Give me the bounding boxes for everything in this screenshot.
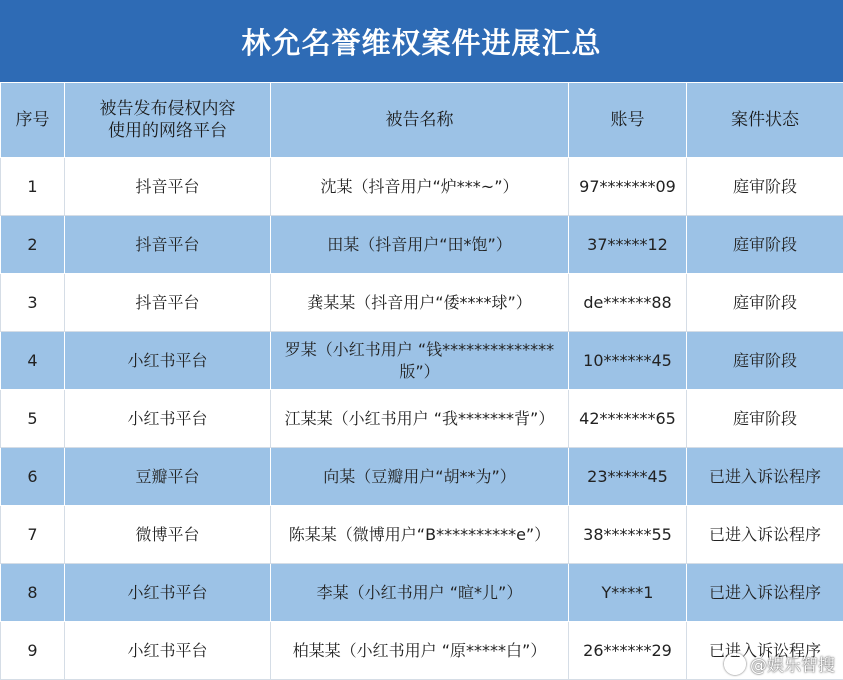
case-progress-table (0, 82, 843, 680)
cell-account: 10******45 (569, 332, 687, 390)
cell-platform: 小红书平台 (65, 564, 271, 622)
cell-platform: 抖音平台 (65, 216, 271, 274)
cell-account: de******88 (569, 274, 687, 332)
cell-status: 庭审阶段 (687, 332, 843, 390)
table-row (1, 448, 843, 506)
table-row (1, 506, 843, 564)
cell-defendant: 陈某某（微博用户“B**********e”） (271, 506, 569, 564)
cell-defendant: 龚某某（抖音用户“倭****球”） (271, 274, 569, 332)
header-platform-line2: 使用的网络平台 (108, 121, 227, 141)
table-row (1, 622, 843, 680)
cell-account: Y****1 (569, 564, 687, 622)
cell-num: 1 (1, 158, 65, 216)
cell-status: 已进入诉讼程序 (687, 564, 843, 622)
cell-num: 3 (1, 274, 65, 332)
cell-status: 已进入诉讼程序 (687, 448, 843, 506)
cell-status: 已进入诉讼程序 (687, 506, 843, 564)
cell-platform: 微博平台 (65, 506, 271, 564)
cell-num: 7 (1, 506, 65, 564)
cell-num: 8 (1, 564, 65, 622)
header-platform (65, 83, 271, 158)
cell-platform: 小红书平台 (65, 622, 271, 680)
table-header-row (1, 83, 843, 158)
header-status: 案件状态 (687, 83, 843, 158)
cell-num: 2 (1, 216, 65, 274)
cell-account: 42*******65 (569, 390, 687, 448)
table-row (1, 274, 843, 332)
cell-platform: 小红书平台 (65, 390, 271, 448)
cell-platform: 抖音平台 (65, 158, 271, 216)
weibo-logo-icon (724, 653, 746, 675)
cell-platform: 抖音平台 (65, 274, 271, 332)
cell-defendant: 田某（抖音用户“田*饱”） (271, 216, 569, 274)
cell-num: 6 (1, 448, 65, 506)
cell-platform: 小红书平台 (65, 332, 271, 390)
cell-defendant: 江某某（小红书用户 “我*******背”） (271, 390, 569, 448)
cell-status: 庭审阶段 (687, 274, 843, 332)
cell-num: 4 (1, 332, 65, 390)
cell-account: 23*****45 (569, 448, 687, 506)
cell-account: 97*******09 (569, 158, 687, 216)
cell-status: 已进入诉讼程序 (687, 622, 843, 680)
table-row (1, 158, 843, 216)
table-row (1, 216, 843, 274)
header-account: 账号 (569, 83, 687, 158)
table-row (1, 564, 843, 622)
cell-defendant: 李某（小红书用户 “暄*儿”） (271, 564, 569, 622)
cell-status: 庭审阶段 (687, 158, 843, 216)
cell-account: 26******29 (569, 622, 687, 680)
cell-defendant: 向某（豆瓣用户“胡**为”） (271, 448, 569, 506)
cell-defendant: 沈某（抖音用户“炉***~”） (271, 158, 569, 216)
cell-num: 9 (1, 622, 65, 680)
watermark (724, 651, 835, 676)
cell-account: 38******55 (569, 506, 687, 564)
cell-defendant: 罗某（小红书用户 “钱**************版”） (271, 332, 569, 390)
table-row (1, 332, 843, 390)
cell-defendant: 柏某某（小红书用户 “原*****白”） (271, 622, 569, 680)
table-row (1, 390, 843, 448)
header-num: 序号 (1, 83, 65, 158)
cell-status: 庭审阶段 (687, 390, 843, 448)
cell-status: 庭审阶段 (687, 216, 843, 274)
header-platform-line1: 被告发布侵权内容 (99, 99, 236, 119)
cell-platform: 豆瓣平台 (65, 448, 271, 506)
cell-num: 5 (1, 390, 65, 448)
watermark-text: @娱乐智搜 (750, 656, 835, 676)
header-defendant: 被告名称 (271, 83, 569, 158)
page-title: 林允名誉维权案件进展汇总 (0, 0, 843, 82)
cell-account: 37*****12 (569, 216, 687, 274)
